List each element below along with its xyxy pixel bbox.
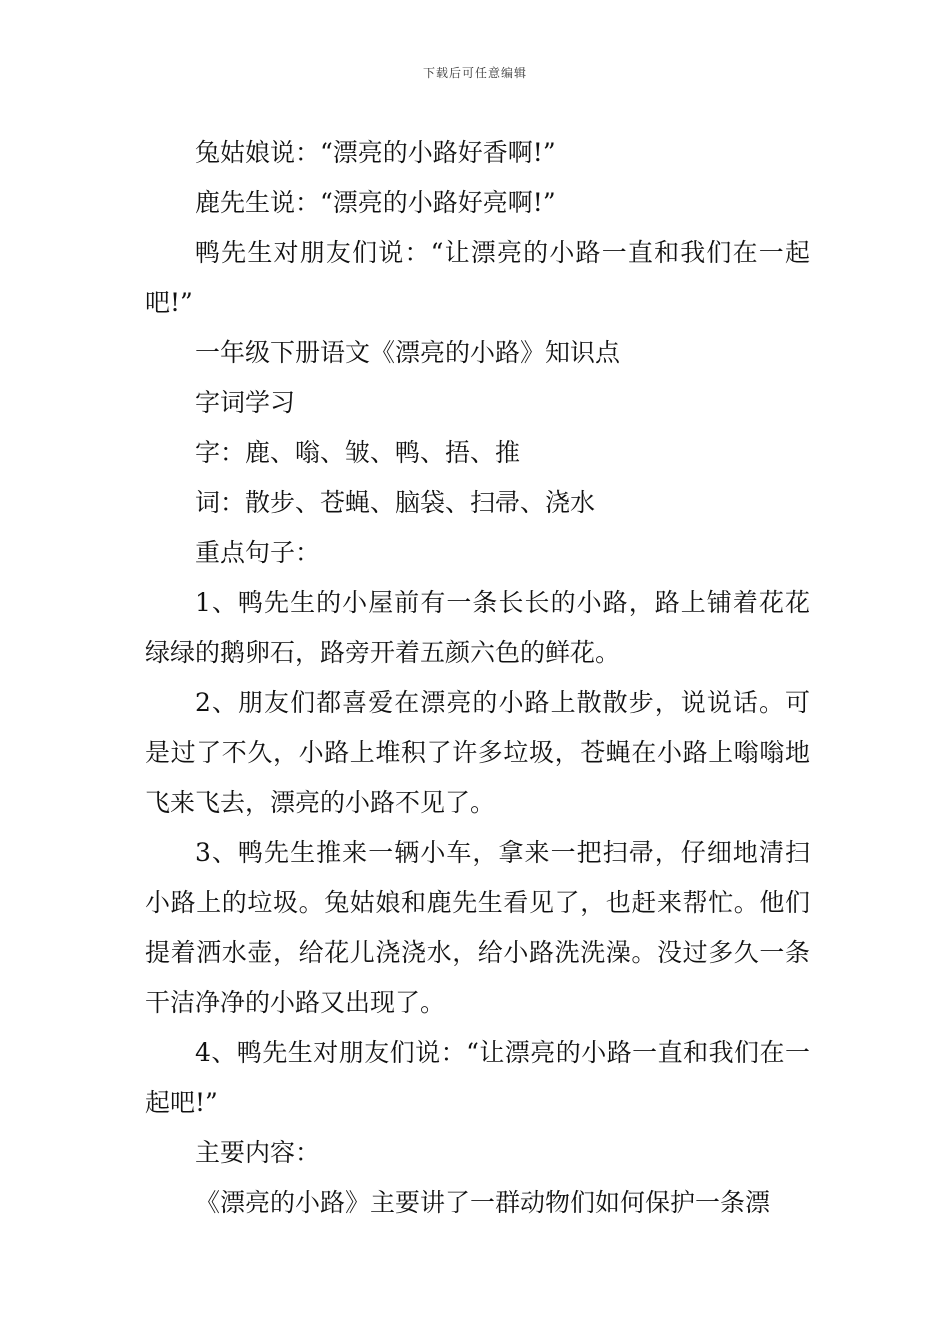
paragraph-rabbit-says: 兔姑娘说：“漂亮的小路好香啊!” [195, 138, 556, 167]
key-sentence-4: 4、鸭先生对朋友们说：“让漂亮的小路一直和我们在一起吧!” [145, 1038, 810, 1117]
section-title: 一年级下册语文《漂亮的小路》知识点 [195, 338, 621, 367]
key-sentence-2: 2、朋友们都喜爱在漂亮的小路上散散步，说说话。可是过了不久，小路上堆积了许多垃圾，苍蝇在小路上嗡嗡地飞来飞去，漂亮的小路不见了。 [145, 688, 810, 817]
subheading-main-content: 主要内容： [195, 1138, 321, 1167]
subheading-key-sentences: 重点句子： [195, 538, 321, 567]
paragraph-duck-says: 鸭先生对朋友们说：“让漂亮的小路一直和我们在一起吧!” [145, 238, 810, 317]
key-sentence-1: 1、鸭先生的小屋前有一条长长的小路，路上铺着花花绿绿的鹅卵石，路旁开着五颜六色的鲜花。 [145, 588, 810, 667]
paragraph-summary: 《漂亮的小路》主要讲了一群动物们如何保护一条漂 [195, 1188, 771, 1217]
key-sentence-3: 3、鸭先生推来一辆小车，拿来一把扫帚，仔细地清扫小路上的垃圾。兔姑娘和鹿先生看见了，也赶来帮忙。他们提着洒水壶，给花儿浇浇水，给小路洗洗澡。没过多久一条干洁净净的小路又出现了。 [145, 838, 810, 1017]
page-header: 下载后可任意编辑 [422, 66, 527, 80]
subheading-vocabulary: 字词学习 [195, 388, 296, 417]
paragraph-characters: 字：鹿、嗡、皱、鸭、捂、推 [195, 438, 521, 467]
document-body [145, 128, 810, 1228]
paragraph-deer-says: 鹿先生说：“漂亮的小路好亮啊!” [195, 188, 556, 217]
paragraph-words: 词：散步、苍蝇、脑袋、扫帚、浇水 [195, 488, 596, 517]
